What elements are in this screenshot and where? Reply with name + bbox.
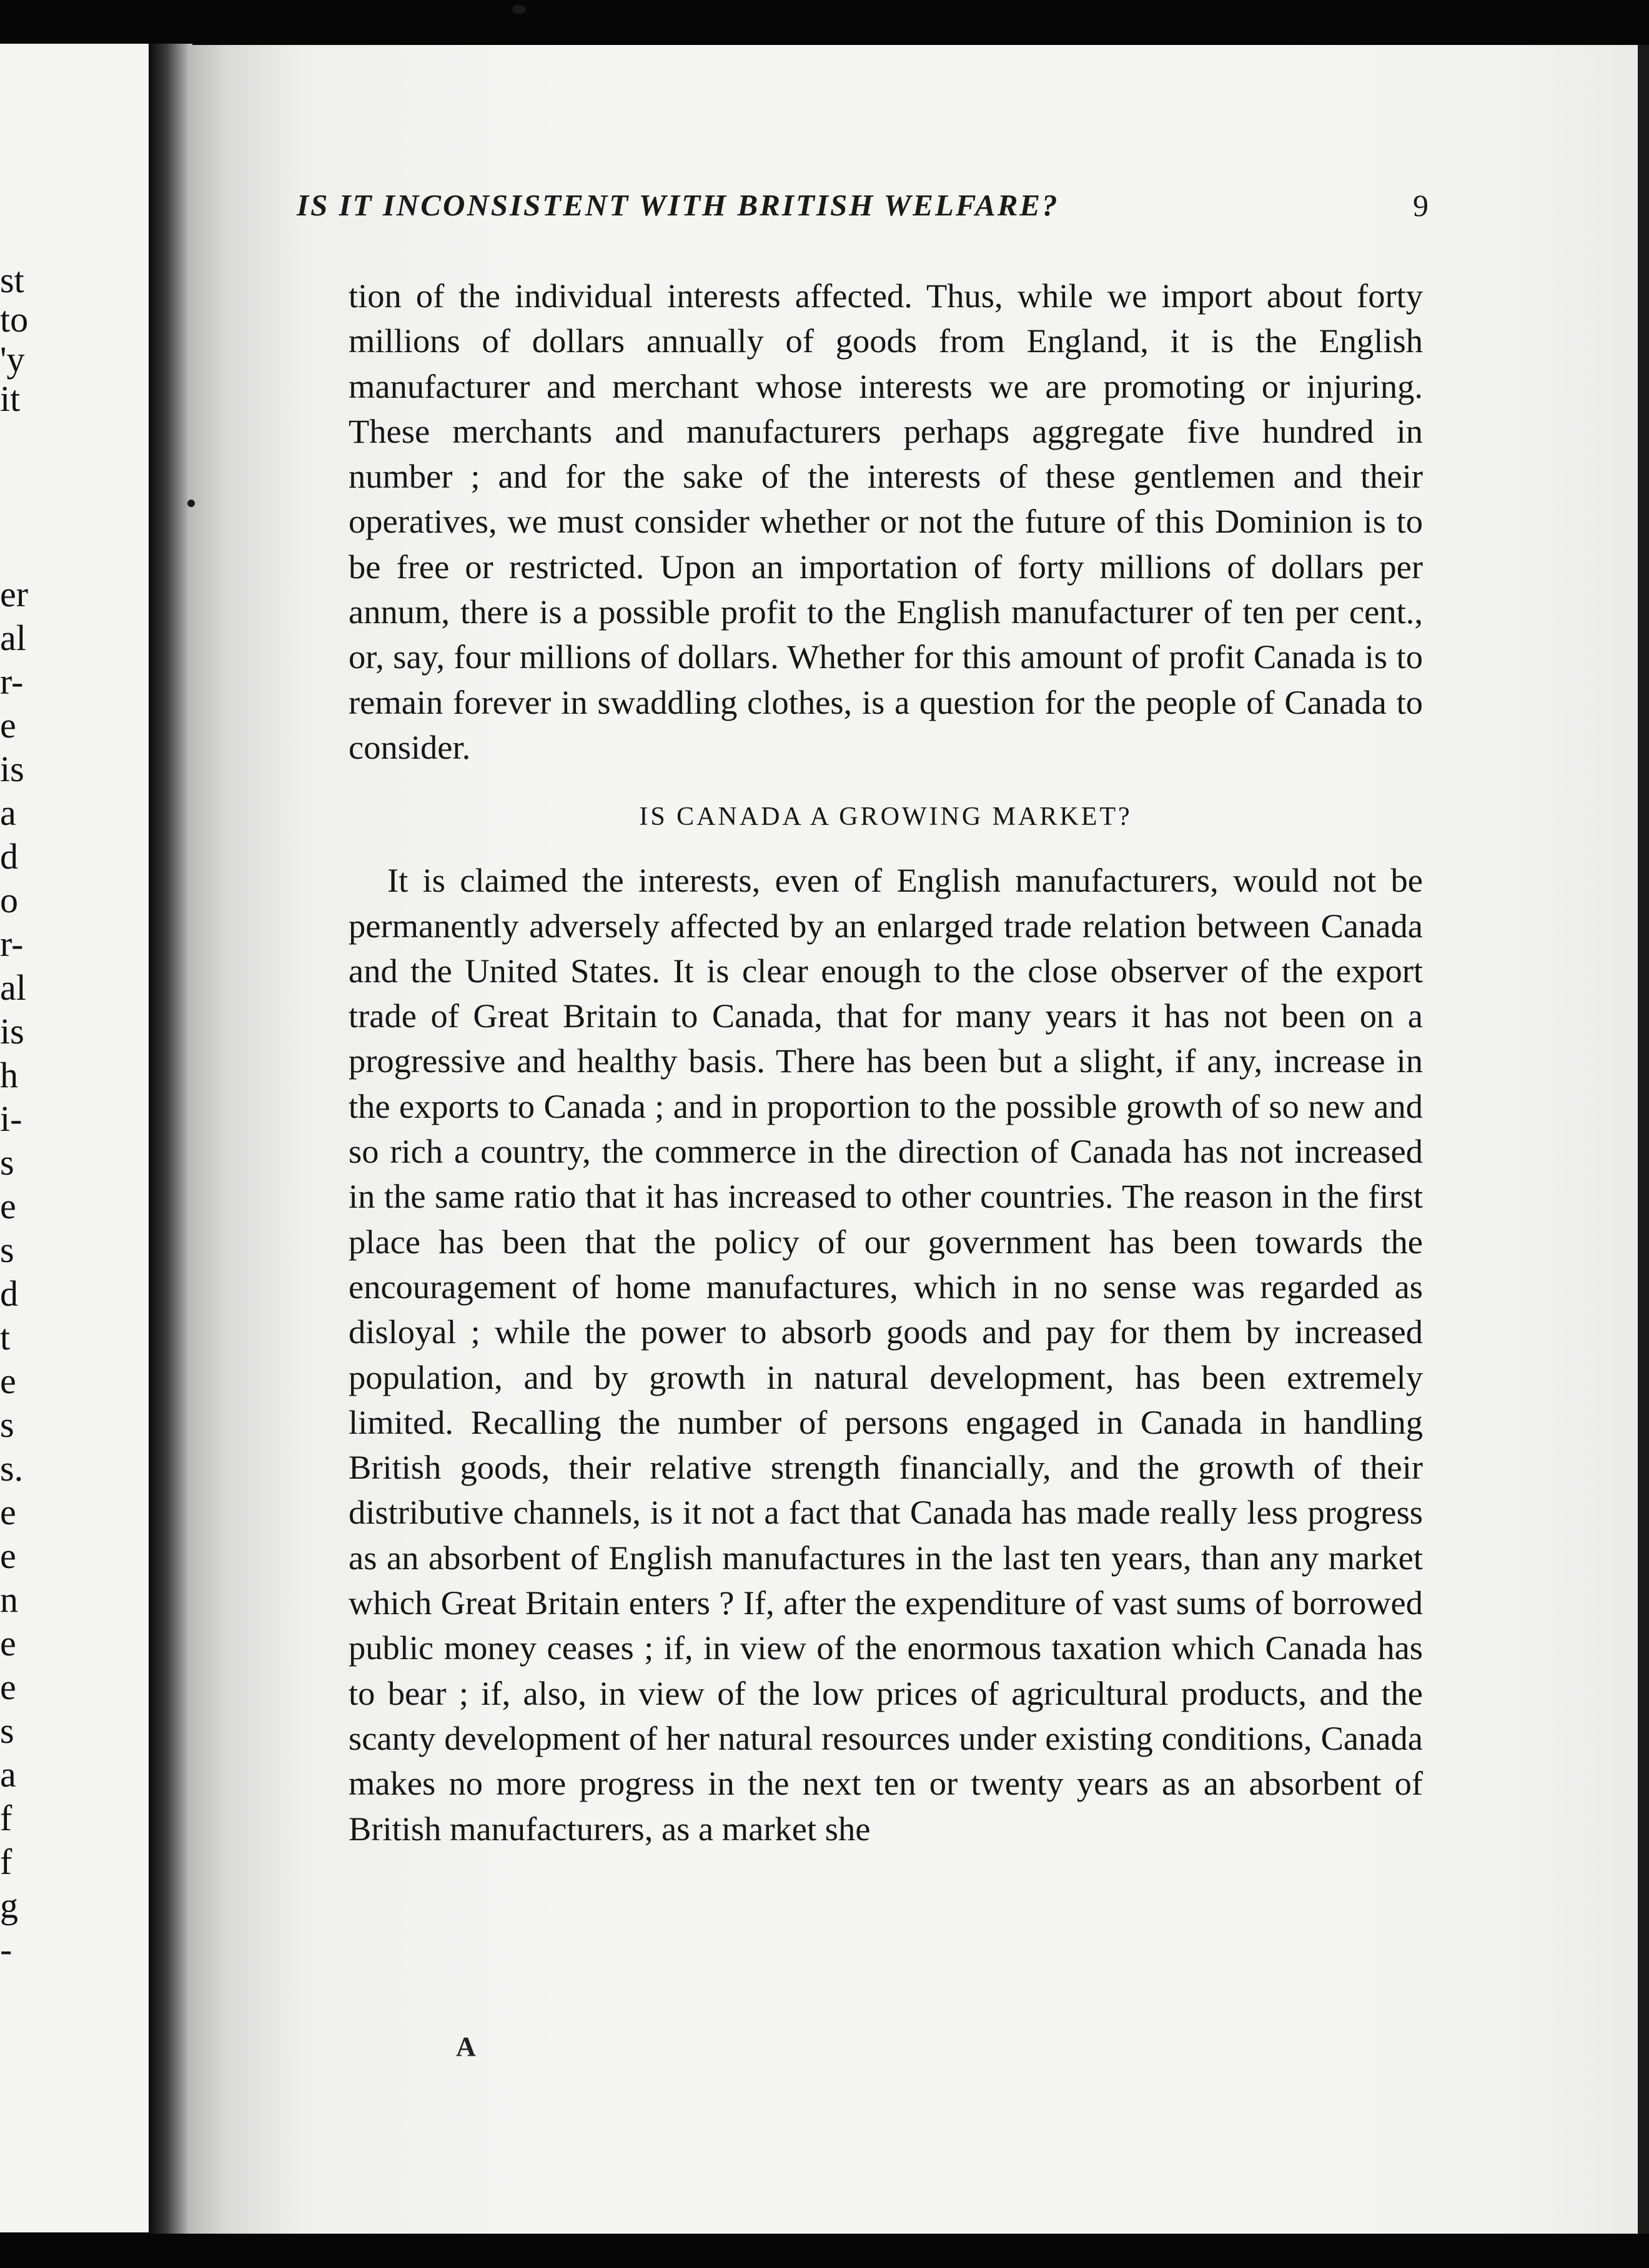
facing-page-fragment: d	[0, 1273, 18, 1314]
facing-page-fragment: f	[0, 1798, 12, 1838]
facing-page-fragment: is	[0, 1011, 24, 1052]
facing-page-fragment: e	[0, 1361, 16, 1401]
facing-page-fragment: r-	[0, 661, 24, 702]
facing-page-fragment: h	[0, 1055, 18, 1095]
facing-page-fragment: s	[0, 1404, 14, 1445]
facing-page-fragment: al	[0, 967, 26, 1008]
scan-speck	[512, 5, 526, 14]
paragraph: tion of the individual interests affected. Thus, while we import about forty millions of dollars annually of goods from England, it is the English manufacturer and merchant whose interests we are promoting or injuring. These merchants and manufacturers perhaps aggregate five hundred in number ; and for the sake of the interests of these gentlemen and their operatives, we must consider whether or not the future of this Dominion is to be free or restricted. Upon an importation of forty millions of dollars per annum, there is a possible profit to the English manufacturer of ten per cent., or, say, four millions of dollars. Whether for this amount of profit Canada is to remain forever in swaddling clothes, is a question for the people of Canada to consider.	[349, 277, 1423, 766]
scan-top-border	[0, 0, 1649, 49]
facing-page-fragment: is	[0, 749, 24, 789]
running-head: IS IT INCONSISTENT WITH BRITISH WELFARE?	[297, 188, 1059, 222]
section-heading: IS CANADA A GROWING MARKET?	[639, 802, 1132, 832]
scan-bottom-border	[0, 2234, 1649, 2268]
facing-page-fragment: o	[0, 880, 18, 920]
facing-page-fragment: e	[0, 1492, 16, 1532]
facing-page-fragment: t	[0, 1317, 11, 1358]
facing-page-fragment: 'y	[0, 339, 25, 380]
facing-page-edge	[0, 44, 150, 2232]
facing-page-fragment: n	[0, 1579, 18, 1620]
facing-page-fragment: e	[0, 1667, 16, 1707]
facing-page-fragment: st	[0, 260, 24, 300]
facing-page-fragment: s.	[0, 1448, 24, 1489]
page-number: 9	[1413, 188, 1429, 223]
facing-page-fragment: e	[0, 1623, 16, 1664]
facing-page-fragment: it	[0, 378, 21, 419]
facing-page-fragment: e	[0, 1536, 16, 1576]
facing-page-fragment: al	[0, 618, 26, 658]
scan-speck	[187, 500, 195, 507]
facing-page-fragment: -	[0, 1929, 12, 1970]
facing-page-fragment: f	[0, 1842, 12, 1882]
facing-page-fragment: r-	[0, 924, 24, 964]
paragraph: It is claimed the interests, even of English manufacturers, would not be permanently adversely affected by an enlarged trade relation between Canada and the United States. It is clear enough to the close observer of the export trade of Great Britain to Canada, that for many years it has not been on a progressive and healthy basis. There has been but a slight, if any, increase in the exports to Canada ; and in proportion to the possible growth of so new and so rich a country, the commerce in the direction of Canada has not increased in the same ratio that it has increased to other countries. The reason in the first place has been that the policy of our government has been towards the encouragement of home manufactures, which in no sense was regarded as disloyal ; while the power to absorb goods and pay for them by increased population, and by growth in natural development, has been extremely limited. Recalling the number of persons engaged in Canada in handling British goods, their relative strength financially, and the growth of their distributive channels, is it not a fact that Canada has made really less progress as an absorbent of English manufactures in the last ten years, than any market which Great Britain enters ? If, after the expenditure of vast sums of borrowed public money ceases ; if, in view of the enormous taxation which Canada has to bear ; if, also, in view of the low prices of agricultural products, and the scanty development of her natural resources under existing conditions, Canada makes no more progress in the next ten or twenty years as an absorbent of British manufacturers, as a market she	[349, 861, 1423, 1848]
facing-page-fragment: d	[0, 836, 18, 877]
facing-page-fragment: s	[0, 1710, 14, 1751]
signature-mark: A	[456, 2031, 476, 2062]
facing-page-fragment: g	[0, 1885, 18, 1926]
book-gutter	[149, 44, 192, 2236]
facing-page-fragment: s	[0, 1142, 14, 1183]
scan-right-border	[1638, 45, 1649, 2238]
facing-page-fragment: to	[0, 299, 29, 340]
facing-page-fragment: er	[0, 574, 29, 614]
facing-page-fragment: a	[0, 1754, 16, 1795]
facing-page-fragment: e	[0, 705, 16, 746]
facing-page-fragment: a	[0, 792, 16, 833]
facing-page-fragment: e	[0, 1186, 16, 1226]
facing-page-fragment: i-	[0, 1098, 22, 1139]
facing-page-fragment: s	[0, 1230, 14, 1270]
body-text	[349, 274, 1423, 1851]
